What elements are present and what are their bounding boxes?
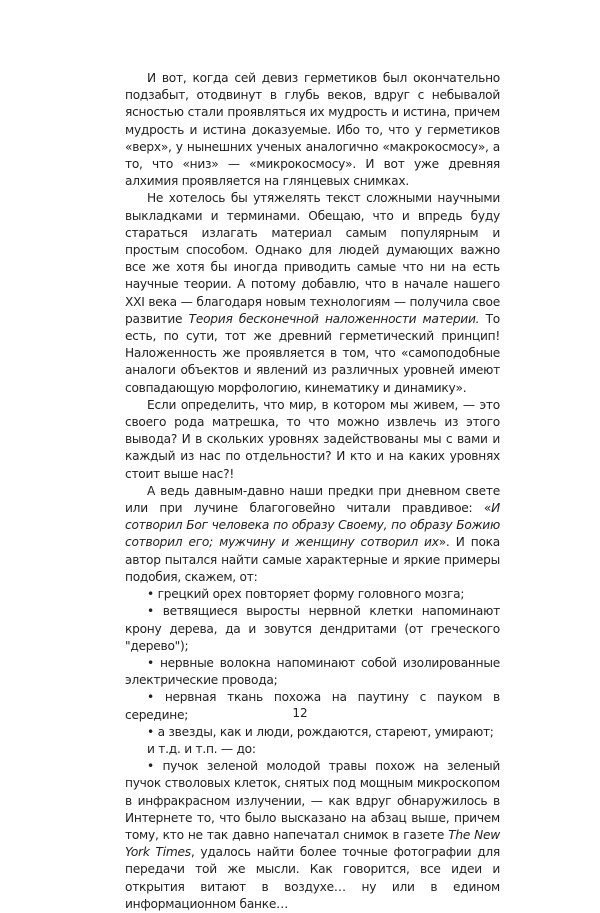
list-item: • нервная ткань похожа на паутину с пауком в середине;	[125, 690, 500, 722]
italic-term: Теория бесконечной наложенности материи.	[188, 311, 480, 326]
list-item: • нервные волокна напоминают собой изолированные электрические провода;	[125, 655, 500, 688]
list-item: и т.д. и т.п. — до:	[147, 741, 256, 756]
paragraph: И вот, когда сей девиз герметиков был окончательно подзабыт, отодвинут в глубь веков, вдруг с небывалой ясностью стали проявляться их мудрость и истина, причем мудрость и истина доказуемые. Ибо то, что у герметиков «верх», у нынешних ученых аналогично «макрокосмосу», а то, что «низ» — «микрокосмосу». И вот уже древняя алхимия проявляется на глянцевых снимках.	[125, 71, 500, 189]
bible-quote: И сотворил Бог человека по образу Своему, по образу Божию сотворил его; мужчину и женщину сотворил их	[125, 501, 500, 550]
page-number: 12	[292, 706, 308, 720]
body-text	[125, 70, 500, 913]
newspaper-title: The New York Times	[125, 827, 500, 860]
list-item: • грецкий орех повторяет форму головного мозга;	[147, 587, 465, 602]
paragraph: Не хотелось бы утяжелять текст сложными научными выкладками и терминами. Обещаю, что и впредь буду стараться излагать материал самым популярным и простым способом. Однако для людей думающих важно все же хотя бы иногда приводить самые что ни на есть научные теории. А потому добавлю, что в начале нашего XXI века — благодаря новым технологиям — получила свое развитие Теория бесконечной наложенности материи. То есть, по сути, тот же древний герметический принцип! Наложенность же проявляется в том, что «самоподобные аналоги объектов и явлений из различных уровней имеют совпадающую морфологию, кинематику и динамику».	[125, 191, 501, 395]
list-item-final: • пучок зеленой молодой травы похож на зеленый пучок стволовых клеток, снятых под мощным микроскопом в инфракрасном излучении, — как вдруг обнаружилось в Интернете то, что было высказано на абзац выше, причем тому, кто не так давно напечатал снимок в газете The New York Times, удалось найти более точные фотографии для передачи той же мысли. Как говорится, все идеи и открытия витают в воздухе… ну или в едином информационном банке…	[125, 759, 500, 911]
paragraph: Если определить, что мир, в котором мы живем, — это своего рода матрешка, то что можно извлечь из этого вывода? И в скольких уровнях задействованы мы с вами и каждый из нас по отдельности? И кто и на каких уровнях стоит выше нас?!	[125, 397, 500, 481]
paragraph: А ведь давным-давно наши предки при дневном свете или при лучине благоговейно читали правдивое: «И сотворил Бог человека по образу Своему, по образу Божию сотворил его; мужчину и женщину сотворил их». И пока автор пытался найти самые характерные и яркие примеры подобия, скажем, от:	[125, 483, 500, 584]
list-item: • а звезды, как и люди, рождаются, стареют, умирают;	[147, 724, 494, 739]
list-item: • ветвящиеся выросты нервной клетки напоминают крону дерева, да и зовутся дендритами (от греческого "дерево");	[125, 604, 500, 653]
